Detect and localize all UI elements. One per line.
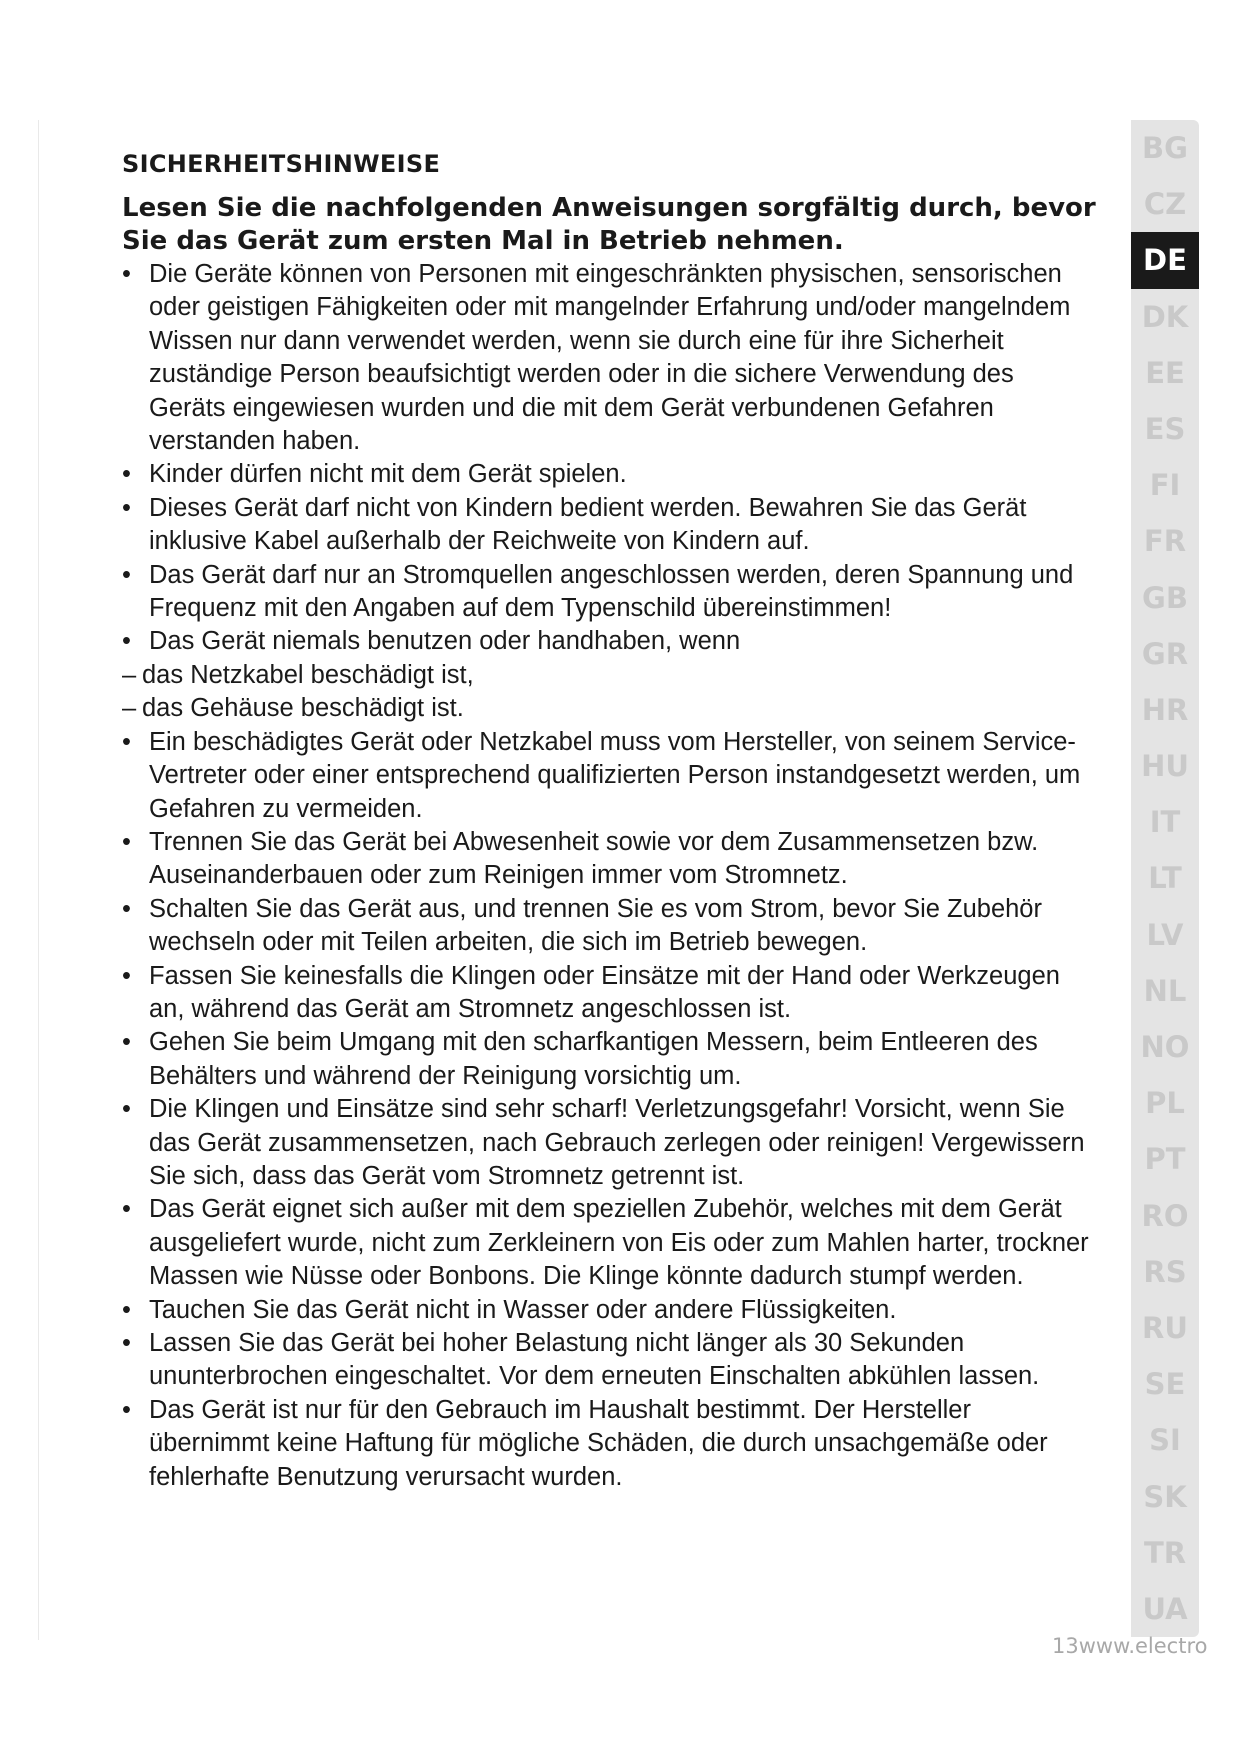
list-item-text: Lassen Sie das Gerät bei hoher Belastung nicht länger als 30 Sekunden ununterbrochen eingeschaltet. Vor dem erneuten Einschalten abkühlen lassen.	[149, 1329, 1040, 1391]
list-item-text: Das Gerät eignet sich außer mit dem speziellen Zubehör, welches mit dem Gerät ausgeliefert wurde, nicht zum Zerkleinern von Eis oder zum Mahlen harter, trockner Massen wie Nüsse oder Bonbons. Die Klinge könnte dadurch stumpf werden.	[149, 1195, 1089, 1291]
language-tab-no[interactable]: NO	[1140, 1030, 1190, 1064]
list-item	[122, 559, 1097, 626]
language-tab-dk[interactable]: DK	[1141, 299, 1189, 334]
list-item	[122, 1026, 1097, 1093]
language-tab-hr[interactable]: HR	[1141, 692, 1189, 727]
language-tab-se[interactable]: SE	[1144, 1367, 1186, 1402]
language-tab-si[interactable]: SI	[1149, 1423, 1181, 1458]
list-item	[122, 258, 1097, 458]
page-footer: 13www.electro	[1052, 1634, 1208, 1658]
list-item	[122, 458, 1097, 491]
language-tab-pl[interactable]: PL	[1145, 1086, 1185, 1121]
language-tab-rs[interactable]: RS	[1143, 1254, 1187, 1289]
bullet-marker: •	[122, 627, 131, 656]
section-heading: SICHERHEITSHINWEISE	[122, 150, 441, 178]
list-item-text: Fassen Sie keinesfalls die Klingen oder Einsätze mit der Hand oder Werkzeugen an, während das Gerät am Stromnetz angeschlossen ist.	[149, 961, 1060, 1023]
bullet-marker: •	[122, 1395, 131, 1424]
safety-content	[122, 150, 1097, 1494]
language-tab-nl[interactable]: NL	[1143, 973, 1187, 1008]
bullet-marker: •	[122, 460, 131, 489]
language-tab-bg[interactable]: BG	[1142, 131, 1188, 165]
language-tab-hu[interactable]: HU	[1141, 749, 1189, 784]
language-tab-fi[interactable]: FI	[1149, 468, 1181, 503]
bullet-marker: •	[122, 1095, 131, 1124]
sub-list-item	[122, 692, 1097, 725]
language-tab-ro[interactable]: RO	[1141, 1198, 1189, 1233]
bullet-marker: •	[122, 560, 131, 589]
language-tab-tr[interactable]: TR	[1143, 1535, 1187, 1570]
language-tab-es[interactable]: ES	[1144, 411, 1186, 446]
intro-text: Lesen Sie die nachfolgenden Anweisungen sorgfältig durch, bevor Sie das Gerät zum ersten Mal in Betrieb nehmen.	[122, 193, 1096, 256]
list-item-text: Tauchen Sie das Gerät nicht in Wasser oder andere Flüssigkeiten.	[149, 1295, 897, 1324]
bullet-marker: •	[122, 1329, 131, 1357]
language-tab-gb[interactable]: GB	[1142, 580, 1188, 615]
language-tab-lt[interactable]: LT	[1148, 861, 1182, 896]
bullet-marker: •	[122, 827, 131, 856]
bullet-marker: •	[122, 1295, 131, 1324]
list-item	[122, 893, 1097, 960]
bullet-marker: •	[122, 961, 131, 990]
language-tab-fr[interactable]: FR	[1143, 524, 1187, 559]
bullet-marker: •	[122, 894, 131, 923]
list-item-text: Kinder dürfen nicht mit dem Gerät spielen.	[149, 460, 627, 489]
list-item	[122, 1193, 1097, 1293]
language-tab-pt[interactable]: PT	[1144, 1142, 1186, 1177]
list-item-text: Das Gerät niemals benutzen oder handhaben, wenn	[149, 627, 741, 656]
bullet-marker: •	[122, 1195, 131, 1224]
language-tab-gr[interactable]: GR	[1141, 636, 1189, 671]
list-item	[122, 625, 1097, 658]
dash-marker: –	[122, 660, 137, 689]
list-item-text: Das Gerät ist nur für den Gebrauch im Haushalt bestimmt. Der Hersteller übernimmt keine Haftung für mögliche Schäden, die durch unsachgemäße oder fehlerhafte Benutzung verursacht wurden.	[149, 1395, 1048, 1491]
list-item	[122, 1294, 1097, 1327]
language-tab-cz[interactable]: CZ	[1143, 187, 1187, 222]
language-tab-ua[interactable]: UA	[1142, 1591, 1188, 1626]
list-item	[122, 1327, 1097, 1394]
list-item	[122, 726, 1097, 826]
bullet-marker: •	[122, 260, 131, 288]
language-tab-ru[interactable]: RU	[1142, 1310, 1188, 1345]
list-item-text: Ein beschädigtes Gerät oder Netzkabel muss vom Hersteller, von seinem Service-Vertreter oder einer entsprechend qualifizierten Person instandgesetzt werden, um Gefahren zu vermeiden.	[149, 727, 1081, 823]
list-item-text: Die Klingen und Einsätze sind sehr scharf! Verletzungsgefahr! Vorsicht, wenn Sie das Gerät zusammensetzen, nach Gebrauch zerlegen oder reinigen! Vergewissern Sie sich, dass das Gerät vom Stromnetz getrennt ist.	[149, 1095, 1085, 1190]
list-item	[122, 960, 1097, 1027]
sub-list-item	[122, 659, 1097, 692]
list-item	[122, 1394, 1097, 1494]
list-item-text: Gehen Sie beim Umgang mit den scharfkantigen Messern, beim Entleeren des Behälters und während der Reinigung vorsichtig um.	[149, 1028, 1038, 1090]
dash-marker: –	[122, 694, 137, 723]
list-item	[122, 1093, 1097, 1193]
language-tab-bar	[1131, 120, 1199, 1637]
language-tab-it[interactable]: IT	[1149, 805, 1181, 840]
bullet-marker: •	[122, 727, 131, 756]
language-tab-sk[interactable]: SK	[1143, 1479, 1187, 1514]
language-tab-ee[interactable]: EE	[1145, 355, 1185, 390]
safety-list	[122, 258, 1097, 1494]
list-item-text: das Netzkabel beschädigt ist,	[142, 660, 474, 689]
bullet-marker: •	[122, 493, 131, 522]
page-edge-line	[38, 120, 39, 1640]
list-item-text: Das Gerät darf nur an Stromquellen angeschlossen werden, deren Spannung und Frequenz mit den Angaben auf dem Typenschild übereinstimmen!	[149, 560, 1074, 623]
bullet-marker: •	[122, 1028, 131, 1057]
list-item	[122, 826, 1097, 893]
list-item-text: Dieses Gerät darf nicht von Kindern bedient werden. Bewahren Sie das Gerät inklusive Kabel außerhalb der Reichweite von Kindern auf.	[149, 493, 1027, 556]
list-item-text: das Gehäuse beschädigt ist.	[142, 694, 464, 723]
list-item	[122, 492, 1097, 559]
list-item-text: Trennen Sie das Gerät bei Abwesenheit sowie vor dem Zusammensetzen bzw. Auseinanderbauen oder zum Reinigen immer vom Stromnetz.	[149, 827, 1039, 890]
language-tab-lv[interactable]: LV	[1146, 917, 1184, 952]
list-item-text: Schalten Sie das Gerät aus, und trennen Sie es vom Strom, bevor Sie Zubehör wechseln oder mit Teilen arbeiten, die sich im Betrieb bewegen.	[149, 894, 1042, 957]
language-tab-de[interactable]: DE	[1131, 232, 1199, 288]
list-item-text: Die Geräte können von Personen mit eingeschränkten physischen, sensorischen oder geistigen Fähigkeiten oder mit mangelnder Erfahrung und/oder mangelndem Wissen nur dann verwendet werden, wenn sie durch eine für ihre Sicherheit zuständige Person beaufsichtigt werden oder in die sichere Verwendung des Geräts eingewiesen wurden und die mit dem Gerät verbundenen Gefahren verstanden haben.	[149, 260, 1071, 456]
